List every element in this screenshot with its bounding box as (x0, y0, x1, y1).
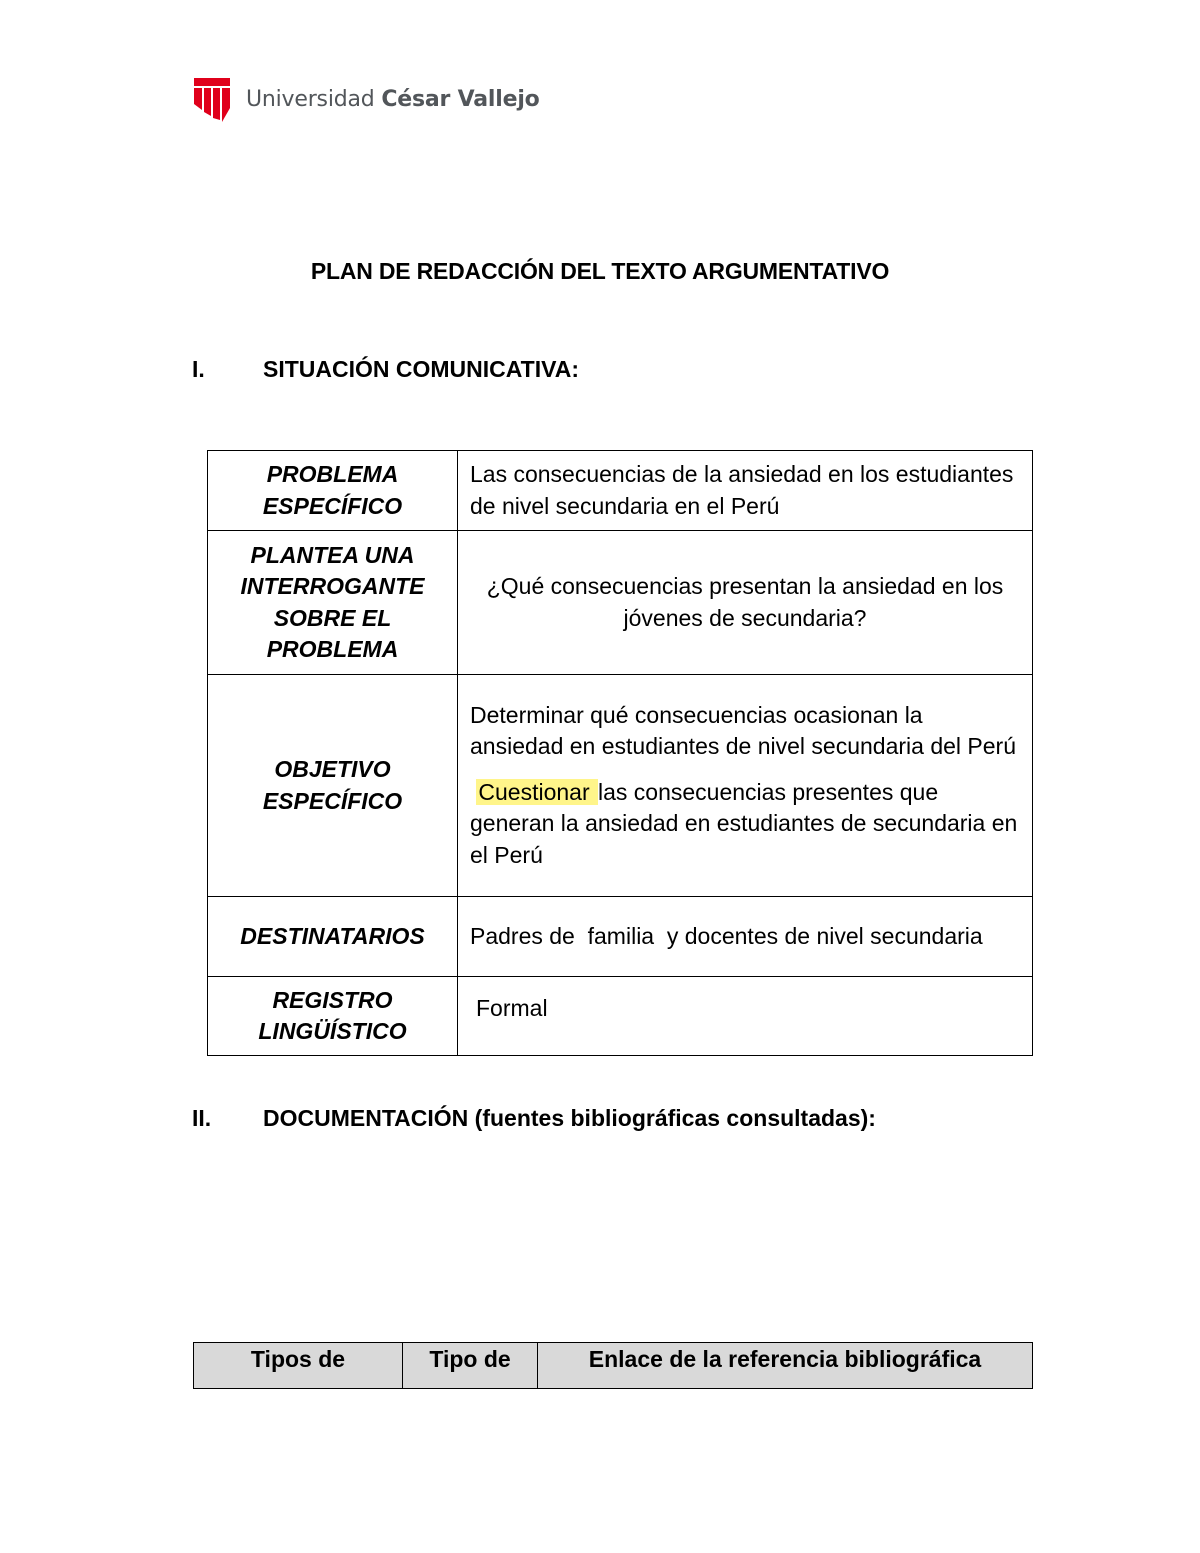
row-value-objetivo (458, 675, 1033, 897)
university-logo (192, 74, 540, 124)
highlighted-word: Cuestionar (478, 778, 597, 805)
section-heading-documentacion (192, 1105, 876, 1132)
document-title: PLAN DE REDACCIÓN DEL TEXTO ARGUMENTATIVO (310, 258, 890, 284)
objetivo-paragraph-2-rest: las consecuencias presentes que generan la ansiedad en estudiantes de secundaria en el Perú (470, 778, 1018, 868)
situation-table (207, 450, 1033, 1056)
row-key-problema: PROBLEMA ESPECÍFICO (208, 451, 458, 531)
table-row (208, 977, 1033, 1056)
row-key-objetivo: OBJETIVO ESPECÍFICO (208, 675, 458, 897)
logo-wordmark: Universidad César Vallejo (246, 86, 540, 112)
section-heading-situacion (192, 356, 579, 383)
table-header-row (194, 1343, 1033, 1389)
section-number: I. (192, 356, 205, 382)
table-row (208, 897, 1033, 977)
objetivo-paragraph-2 (470, 777, 1020, 872)
row-value-interrogante: ¿Qué consecuencias presentan la ansiedad en los jóvenes de secundaria? (458, 531, 1033, 675)
objetivo-paragraph-1: Determinar qué consecuencias ocasionan la ansiedad en estudiantes de nivel secundaria del Perú (470, 701, 1016, 760)
row-key-interrogante: PLANTEA UNA INTERROGANTE SOBRE EL PROBLEMA (208, 531, 458, 675)
documentation-table (193, 1342, 1033, 1389)
table-row (208, 531, 1033, 675)
section-label: SITUACIÓN COMUNICATIVA: (263, 356, 580, 382)
section-number: II. (192, 1105, 212, 1131)
row-value-registro: Formal (458, 977, 1033, 1056)
column-header-tipo: Tipo de (403, 1343, 538, 1389)
row-key-registro: REGISTRO LINGÜÍSTICO (208, 977, 458, 1056)
row-value-destinatarios: Padres de familia y docentes de nivel secundaria (458, 897, 1033, 977)
section-label: DOCUMENTACIÓN (fuentes bibliográficas consultadas): (263, 1105, 876, 1131)
column-header-tipos: Tipos de (194, 1343, 403, 1389)
table-row (208, 675, 1033, 897)
row-value-problema: Las consecuencias de la ansiedad en los estudiantes de nivel secundaria en el Perú (458, 451, 1033, 531)
column-header-enlace: Enlace de la referencia bibliográfica (538, 1343, 1033, 1389)
ucv-shield-icon (192, 74, 232, 124)
row-key-destinatarios: DESTINATARIOS (208, 897, 458, 977)
table-row (208, 451, 1033, 531)
